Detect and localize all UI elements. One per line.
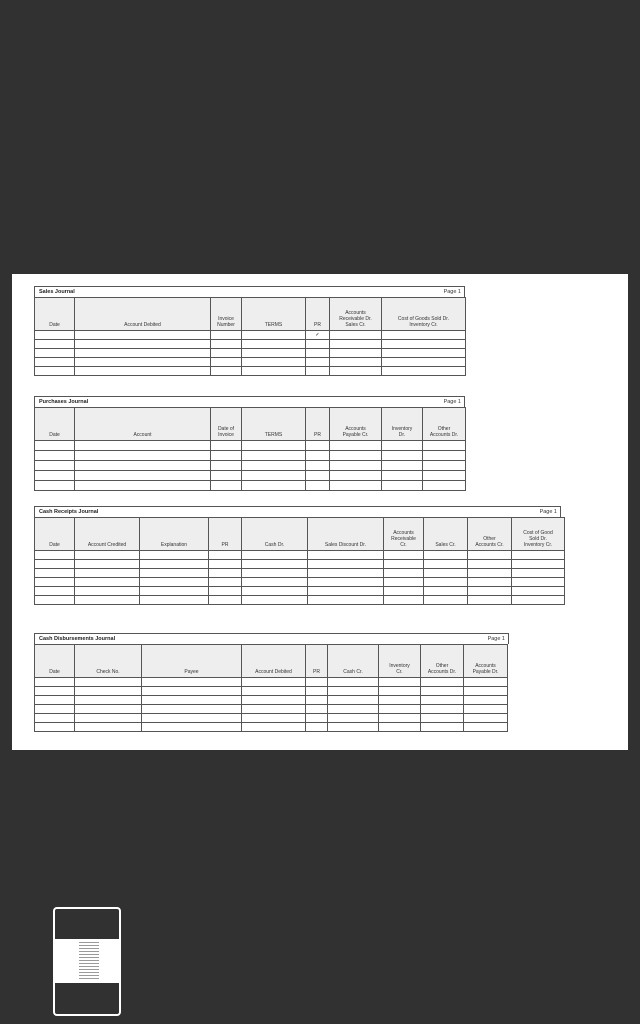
table-cell[interactable] xyxy=(306,367,330,376)
table-cell[interactable] xyxy=(379,723,421,732)
table-cell[interactable] xyxy=(35,569,75,578)
table-cell[interactable] xyxy=(211,358,242,367)
table-cell[interactable] xyxy=(209,587,242,596)
table-cell[interactable] xyxy=(75,560,140,569)
table-cell[interactable] xyxy=(382,349,466,358)
journal-page-number: Page 1 xyxy=(539,509,557,515)
table-cell[interactable] xyxy=(142,687,242,696)
table-cell[interactable] xyxy=(328,687,379,696)
table-cell[interactable] xyxy=(306,451,330,461)
table-cell[interactable] xyxy=(75,461,211,471)
table-row xyxy=(35,349,466,358)
table-row xyxy=(35,461,466,471)
table-cell[interactable] xyxy=(211,441,242,451)
table-cell[interactable] xyxy=(424,560,468,569)
table-cell[interactable] xyxy=(35,596,75,605)
table-cell[interactable] xyxy=(242,451,306,461)
table-cell[interactable] xyxy=(379,696,421,705)
journal-table xyxy=(34,644,508,732)
table-cell[interactable] xyxy=(211,340,242,349)
table-cell[interactable] xyxy=(242,471,306,481)
table-cell[interactable] xyxy=(379,714,421,723)
column-header: Payee xyxy=(142,645,242,678)
journal-table xyxy=(34,407,466,491)
table-cell[interactable] xyxy=(209,578,242,587)
table-cell[interactable] xyxy=(242,578,308,587)
table-cell[interactable] xyxy=(211,331,242,340)
table-cell[interactable] xyxy=(35,358,75,367)
table-cell[interactable] xyxy=(75,687,142,696)
thumbnail-preview xyxy=(55,939,119,983)
table-row xyxy=(35,678,508,687)
table-cell[interactable] xyxy=(211,461,242,471)
table-cell[interactable] xyxy=(384,587,424,596)
table-cell[interactable] xyxy=(242,461,306,471)
column-header: Account xyxy=(75,408,211,441)
table-cell[interactable] xyxy=(308,560,384,569)
column-header: Account Debited xyxy=(242,645,306,678)
table-cell[interactable] xyxy=(382,471,423,481)
table-row xyxy=(35,551,565,560)
table-cell[interactable] xyxy=(330,340,382,349)
table-cell[interactable] xyxy=(211,481,242,491)
table-cell[interactable] xyxy=(35,578,75,587)
column-header: Inventory Cr. xyxy=(379,645,421,678)
sales-journal xyxy=(34,286,465,376)
table-cell[interactable] xyxy=(75,578,140,587)
table-cell[interactable] xyxy=(75,367,211,376)
cash-disbursements-journal xyxy=(34,633,509,732)
table-cell[interactable] xyxy=(242,596,308,605)
journal-header xyxy=(34,286,465,297)
table-cell[interactable] xyxy=(75,551,140,560)
table-cell[interactable] xyxy=(424,578,468,587)
column-header: PR xyxy=(306,645,328,678)
table-cell[interactable] xyxy=(464,723,508,732)
table-cell[interactable] xyxy=(35,696,75,705)
table-cell[interactable] xyxy=(468,560,512,569)
table-row xyxy=(35,471,466,481)
table-cell[interactable] xyxy=(330,367,382,376)
table-cell[interactable] xyxy=(512,578,565,587)
journal-title: Purchases Journal xyxy=(39,399,89,405)
table-cell[interactable] xyxy=(306,678,328,687)
table-cell[interactable] xyxy=(75,358,211,367)
table-cell[interactable] xyxy=(142,678,242,687)
table-cell[interactable] xyxy=(242,587,308,596)
column-header: Date of Invoice xyxy=(211,408,242,441)
table-cell[interactable] xyxy=(142,714,242,723)
journal-page-number: Page 1 xyxy=(443,399,461,405)
table-cell[interactable] xyxy=(464,678,508,687)
table-cell[interactable] xyxy=(75,349,211,358)
table-cell[interactable] xyxy=(330,441,382,451)
table-cell[interactable] xyxy=(35,678,75,687)
column-header: Invoice Number xyxy=(211,298,242,331)
column-header: PR xyxy=(306,408,330,441)
table-cell[interactable] xyxy=(140,551,209,560)
table-cell[interactable] xyxy=(308,587,384,596)
column-header: Date xyxy=(35,408,75,441)
table-cell[interactable] xyxy=(140,596,209,605)
table-cell[interactable] xyxy=(242,569,308,578)
table-cell[interactable] xyxy=(306,714,328,723)
column-header: Inventory Dr. xyxy=(382,408,423,441)
table-cell[interactable] xyxy=(330,451,382,461)
table-cell[interactable] xyxy=(211,349,242,358)
table-cell[interactable] xyxy=(308,551,384,560)
table-cell[interactable] xyxy=(468,596,512,605)
table-cell[interactable] xyxy=(140,578,209,587)
table-row xyxy=(35,587,565,596)
table-cell[interactable] xyxy=(35,471,75,481)
column-header: Cost of Good Sold Dr. Inventory Cr. xyxy=(512,518,565,551)
table-cell[interactable] xyxy=(75,441,211,451)
table-cell[interactable] xyxy=(330,471,382,481)
column-header: TERMS xyxy=(242,298,306,331)
table-cell[interactable] xyxy=(330,349,382,358)
table-cell[interactable] xyxy=(242,714,306,723)
document-page xyxy=(12,274,628,750)
table-cell[interactable] xyxy=(306,696,328,705)
table-cell[interactable] xyxy=(306,441,330,451)
table-cell[interactable] xyxy=(512,551,565,560)
table-cell[interactable] xyxy=(468,551,512,560)
column-header: Other Accounts Cr. xyxy=(468,518,512,551)
table-cell[interactable] xyxy=(209,596,242,605)
journal-title: Cash Disbursements Journal xyxy=(39,636,116,642)
table-row xyxy=(35,687,508,696)
column-header: Other Accounts Dr. xyxy=(421,645,464,678)
table-cell[interactable] xyxy=(242,678,306,687)
table-cell[interactable] xyxy=(424,569,468,578)
column-header: Accounts Receivable Dr. Sales Cr. xyxy=(330,298,382,331)
column-header: Date xyxy=(35,298,75,331)
table-cell[interactable] xyxy=(379,705,421,714)
table-row xyxy=(35,340,466,349)
table-cell[interactable] xyxy=(306,349,330,358)
table-cell[interactable] xyxy=(242,723,306,732)
table-cell[interactable] xyxy=(464,687,508,696)
table-cell[interactable] xyxy=(330,461,382,471)
table-cell[interactable] xyxy=(421,696,464,705)
table-cell[interactable] xyxy=(35,461,75,471)
column-header: Sales Discount Dr. xyxy=(308,518,384,551)
table-cell[interactable] xyxy=(330,481,382,491)
column-header: Accounts Payable Cr. xyxy=(330,408,382,441)
table-cell[interactable] xyxy=(35,367,75,376)
journal-page-number: Page 1 xyxy=(443,289,461,295)
table-cell[interactable] xyxy=(35,441,75,451)
table-cell[interactable] xyxy=(423,481,466,491)
table-cell[interactable] xyxy=(35,340,75,349)
table-cell[interactable] xyxy=(242,367,306,376)
column-header: PR xyxy=(209,518,242,551)
table-cell[interactable] xyxy=(306,471,330,481)
table-cell[interactable] xyxy=(35,714,75,723)
journal-page-number: Page 1 xyxy=(487,636,505,642)
table-cell[interactable] xyxy=(35,481,75,491)
table-cell[interactable] xyxy=(75,587,140,596)
table-cell[interactable] xyxy=(308,596,384,605)
table-row xyxy=(35,705,508,714)
column-header: Explanation xyxy=(140,518,209,551)
table-cell[interactable] xyxy=(75,714,142,723)
table-cell[interactable] xyxy=(384,551,424,560)
table-cell[interactable] xyxy=(75,569,140,578)
journal-header xyxy=(34,633,509,644)
column-header: TERMS xyxy=(242,408,306,441)
table-cell[interactable] xyxy=(75,481,211,491)
table-cell[interactable] xyxy=(306,687,328,696)
table-cell[interactable] xyxy=(421,678,464,687)
table-cell[interactable] xyxy=(35,705,75,714)
table-cell[interactable] xyxy=(75,723,142,732)
table-cell[interactable] xyxy=(35,687,75,696)
journal-title: Sales Journal xyxy=(39,289,75,295)
table-cell[interactable] xyxy=(242,696,306,705)
table-cell[interactable] xyxy=(382,367,466,376)
table-cell[interactable] xyxy=(75,705,142,714)
table-cell[interactable] xyxy=(35,723,75,732)
posting-check-mark[interactable]: ✓ xyxy=(306,331,330,340)
table-cell[interactable] xyxy=(330,331,382,340)
table-cell[interactable] xyxy=(306,461,330,471)
table-cell[interactable] xyxy=(242,551,308,560)
table-cell[interactable] xyxy=(306,705,328,714)
table-cell[interactable] xyxy=(306,481,330,491)
table-cell[interactable] xyxy=(421,723,464,732)
table-cell[interactable] xyxy=(464,696,508,705)
table-cell[interactable] xyxy=(306,358,330,367)
table-cell[interactable] xyxy=(384,578,424,587)
purchases-journal xyxy=(34,396,465,491)
table-cell[interactable] xyxy=(424,587,468,596)
table-cell[interactable] xyxy=(382,331,466,340)
column-header: Cost of Goods Sold Dr. Inventory Cr. xyxy=(382,298,466,331)
table-cell[interactable] xyxy=(140,569,209,578)
table-cell[interactable] xyxy=(209,560,242,569)
table-cell[interactable] xyxy=(330,358,382,367)
table-cell[interactable] xyxy=(75,471,211,481)
table-cell[interactable] xyxy=(384,560,424,569)
table-cell[interactable] xyxy=(423,451,466,461)
table-cell[interactable] xyxy=(142,696,242,705)
table-cell[interactable] xyxy=(379,687,421,696)
table-cell[interactable] xyxy=(328,723,379,732)
table-cell[interactable] xyxy=(382,441,423,451)
table-cell[interactable] xyxy=(142,705,242,714)
table-cell[interactable] xyxy=(242,705,306,714)
table-cell[interactable] xyxy=(75,331,211,340)
table-cell[interactable] xyxy=(75,451,211,461)
column-header: Cash Dr. xyxy=(242,518,308,551)
table-row xyxy=(35,481,466,491)
table-cell[interactable] xyxy=(242,340,306,349)
table-cell[interactable] xyxy=(75,678,142,687)
column-header: Date xyxy=(35,645,75,678)
table-cell[interactable] xyxy=(423,471,466,481)
table-cell[interactable] xyxy=(421,705,464,714)
table-cell[interactable] xyxy=(242,358,306,367)
table-cell[interactable] xyxy=(211,451,242,461)
table-cell[interactable] xyxy=(209,569,242,578)
table-cell[interactable] xyxy=(308,569,384,578)
column-header: Other Accounts Dr. xyxy=(423,408,466,441)
table-cell[interactable] xyxy=(242,560,308,569)
table-cell[interactable] xyxy=(424,551,468,560)
journal-header xyxy=(34,396,465,407)
table-cell[interactable] xyxy=(328,696,379,705)
table-cell[interactable] xyxy=(35,560,75,569)
table-cell[interactable] xyxy=(75,340,211,349)
journal-title: Cash Receipts Journal xyxy=(39,509,99,515)
table-cell[interactable] xyxy=(382,451,423,461)
table-row xyxy=(35,714,508,723)
table-cell[interactable] xyxy=(140,560,209,569)
table-cell[interactable] xyxy=(35,331,75,340)
column-header: PR xyxy=(306,298,330,331)
table-cell[interactable] xyxy=(468,569,512,578)
table-row xyxy=(35,441,466,451)
table-cell[interactable] xyxy=(242,481,306,491)
column-header: Accounts Payable Dr. xyxy=(464,645,508,678)
table-cell[interactable] xyxy=(512,569,565,578)
table-row xyxy=(35,696,508,705)
table-cell[interactable] xyxy=(464,714,508,723)
journal-header xyxy=(34,506,561,517)
journal-table xyxy=(34,297,466,376)
table-cell[interactable] xyxy=(512,587,565,596)
table-row xyxy=(35,596,565,605)
column-header: Cash Cr. xyxy=(328,645,379,678)
table-cell[interactable] xyxy=(468,578,512,587)
column-header: Account Credited xyxy=(75,518,140,551)
table-cell[interactable] xyxy=(382,481,423,491)
table-cell[interactable] xyxy=(242,441,306,451)
column-header: Date xyxy=(35,518,75,551)
table-cell[interactable] xyxy=(211,367,242,376)
journal-table xyxy=(34,517,565,605)
table-cell[interactable] xyxy=(384,596,424,605)
table-cell[interactable] xyxy=(468,587,512,596)
table-row xyxy=(35,331,466,340)
table-row xyxy=(35,451,466,461)
table-cell[interactable] xyxy=(328,678,379,687)
column-header: Sales Cr. xyxy=(424,518,468,551)
table-cell[interactable] xyxy=(142,723,242,732)
table-cell[interactable] xyxy=(209,551,242,560)
table-cell[interactable] xyxy=(75,696,142,705)
table-cell[interactable] xyxy=(140,587,209,596)
table-cell[interactable] xyxy=(242,687,306,696)
table-cell[interactable] xyxy=(242,349,306,358)
table-cell[interactable] xyxy=(424,596,468,605)
table-cell[interactable] xyxy=(328,714,379,723)
table-row xyxy=(35,560,565,569)
table-cell[interactable] xyxy=(328,705,379,714)
table-cell[interactable] xyxy=(512,596,565,605)
table-cell[interactable] xyxy=(308,578,384,587)
table-row xyxy=(35,723,508,732)
table-cell[interactable] xyxy=(464,705,508,714)
column-header: Accounts Receivable Cr. xyxy=(384,518,424,551)
table-cell[interactable] xyxy=(512,560,565,569)
table-cell[interactable] xyxy=(306,723,328,732)
cash-receipts-journal xyxy=(34,506,561,605)
table-cell[interactable] xyxy=(379,678,421,687)
table-cell[interactable] xyxy=(35,551,75,560)
table-cell[interactable] xyxy=(384,569,424,578)
table-cell[interactable] xyxy=(35,349,75,358)
table-cell[interactable] xyxy=(423,441,466,451)
column-header: Account Debited xyxy=(75,298,211,331)
table-row xyxy=(35,367,466,376)
table-cell[interactable] xyxy=(306,340,330,349)
page-thumbnail[interactable] xyxy=(53,907,121,1016)
table-cell[interactable] xyxy=(382,358,466,367)
table-cell[interactable] xyxy=(382,461,423,471)
table-row xyxy=(35,358,466,367)
table-cell[interactable] xyxy=(75,596,140,605)
column-header: Check No. xyxy=(75,645,142,678)
table-row xyxy=(35,578,565,587)
table-cell[interactable] xyxy=(35,451,75,461)
table-cell[interactable] xyxy=(382,340,466,349)
table-cell[interactable] xyxy=(242,331,306,340)
table-cell[interactable] xyxy=(423,461,466,471)
table-cell[interactable] xyxy=(35,587,75,596)
table-cell[interactable] xyxy=(421,687,464,696)
table-cell[interactable] xyxy=(421,714,464,723)
table-cell[interactable] xyxy=(211,471,242,481)
table-row xyxy=(35,569,565,578)
